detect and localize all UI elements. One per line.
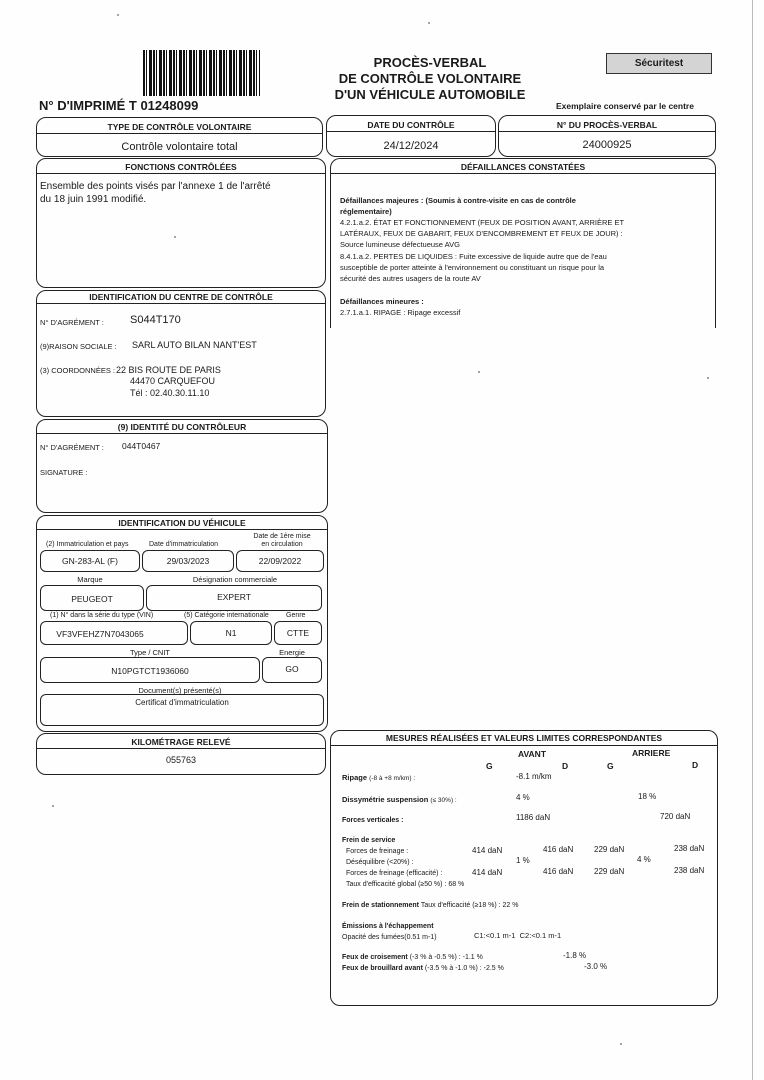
defaillances-label: DÉFAILLANCES CONSTATÉES	[460, 162, 586, 172]
forces-verticales-arriere: 720 daN	[660, 812, 691, 821]
ff-arriere-g: 229 daN	[594, 845, 625, 854]
emissions-heading: Émissions à l'échappement	[342, 923, 434, 930]
majeures-heading-2: réglementaire)	[340, 207, 392, 216]
deseq-label: Déséquilibre (<20%) :	[346, 859, 414, 866]
frein-service-heading: Frein de service	[342, 837, 396, 844]
genre-label: Genre	[286, 612, 306, 619]
ffe-label: Forces de freinage (efficacité) :	[346, 870, 443, 877]
designation-value: EXPERT	[217, 592, 251, 602]
immat-value: GN-283-AL (F)	[62, 556, 118, 566]
controleur-label: (9) IDENTITÉ DU CONTRÔLEUR	[117, 422, 247, 432]
defaillance-line: 8.4.1.a.2. PERTES DE LIQUIDES : Fuite excessive de liquide autre que de l'eau	[340, 252, 607, 261]
stationnement-value: Taux d'efficacité (≥18 %) : 22 %	[420, 902, 519, 909]
controleur-agrement-value: 044T0467	[122, 441, 161, 451]
dissym-name: Dissymétrie suspension	[342, 795, 429, 804]
brouillard-d: -3.0 %	[584, 962, 608, 971]
mesures-label: MESURES RÉALISÉES ET VALEURS LIMITES CORRESPONDANTES	[385, 733, 663, 743]
opacite-value: C1:<0.1 m-1 C2:<0.1 m-1	[474, 931, 562, 940]
fonctions-text-2: du 18 juin 1991 modifié.	[40, 194, 147, 205]
telephone: Tél : 02.40.30.11.10	[130, 388, 210, 398]
centre-label: IDENTIFICATION DU CENTRE DE CONTRÔLE	[89, 292, 273, 302]
type-cnit-value: N10PGTCT1936060	[111, 666, 189, 676]
vin-value: VF3VFEHZ7N7043065	[56, 629, 144, 639]
centre-agrement-value: S044T170	[130, 314, 181, 326]
ripage-name: Ripage	[342, 773, 368, 782]
pv-value: 24000925	[582, 139, 632, 151]
arriere-g: G	[607, 761, 614, 771]
ff-arriere-d: 238 daN	[674, 844, 705, 853]
title-line-1: PROCÈS-VERBAL	[373, 55, 487, 70]
ripage-limit: (-8 à +8 m/km) :	[369, 775, 416, 782]
scan-speck	[428, 22, 430, 24]
deseq-avant: 1 %	[516, 856, 530, 865]
arriere-heading: ARRIERE	[632, 748, 671, 758]
majeures-heading-1: Défaillances majeures : (Soumis à contre-visite en cas de contrôle	[340, 196, 576, 205]
ffe-arriere-d: 238 daN	[674, 866, 705, 875]
dissym-arriere: 18 %	[638, 792, 657, 801]
imprime-number: N° D'IMPRIMÉ T 01248099	[39, 98, 199, 113]
marque-value: PEUGEOT	[71, 594, 113, 604]
ffe-avant-g: 414 daN	[472, 868, 503, 877]
signature-label: SIGNATURE :	[40, 468, 88, 477]
page-edge-line	[752, 0, 753, 1080]
mineures-heading: Défaillances mineures :	[340, 297, 424, 306]
avant-heading: AVANT	[518, 749, 547, 759]
scan-speck	[117, 14, 119, 16]
raison-sociale-label: (9)RAISON SOCIALE :	[40, 342, 117, 351]
croisement-label: Feux de croisement	[342, 954, 408, 961]
title-line-2: DE CONTRÔLE VOLONTAIRE	[338, 71, 522, 86]
copy-note: Exemplaire conservé par le centre	[556, 101, 694, 111]
defaillance-line: LATÉRAUX, FEUX DE GABARIT, FEUX D'ENCOMBREMENT ET FEUX DE JOUR) :	[340, 229, 623, 238]
centre-agrement-label: N° D'AGRÉMENT :	[40, 318, 104, 327]
dissym-limit: (≤ 30%) :	[430, 797, 457, 804]
scan-speck	[707, 377, 709, 379]
type-cnit-label: Type / CNIT	[129, 648, 170, 657]
ff-avant-g: 414 daN	[472, 846, 503, 855]
forces-verticales-label: Forces verticales :	[342, 817, 404, 824]
scan-speck	[478, 371, 480, 373]
vin-label: (1) N° dans la série du type (VIN)	[50, 612, 154, 619]
ff-label: Forces de freinage :	[346, 848, 409, 855]
deseq-arriere: 4 %	[637, 855, 651, 864]
stationnement-label: Frein de stationnement	[342, 902, 420, 909]
defaillance-line: Source lumineuse défectueuse AVG	[340, 240, 460, 249]
title-line-3: D'UN VÉHICULE AUTOMOBILE	[334, 87, 526, 102]
fonctions-box	[36, 158, 326, 288]
designation-label: Désignation commerciale	[192, 575, 278, 584]
address-line-2: 44470 CARQUEFOU	[130, 376, 216, 386]
raison-sociale-value: SARL AUTO BILAN NANT'EST	[132, 340, 257, 350]
forces-verticales-avant: 1186 daN	[516, 813, 551, 822]
vehicule-label: IDENTIFICATION DU VÉHICULE	[118, 518, 246, 528]
genre-value: CTTE	[286, 628, 310, 638]
controleur-agrement-label: N° D'AGRÉMENT :	[40, 443, 104, 452]
kilometrage-value: 055763	[165, 755, 197, 765]
arriere-d: D	[692, 760, 699, 770]
pv-label: N° DU PROCÈS-VERBAL	[556, 120, 658, 130]
date-immat-label: Date d'immatriculation	[149, 541, 219, 548]
stationnement-row	[342, 901, 519, 911]
docs-label: Document(s) présenté(s)	[138, 686, 222, 695]
date-mec-value: 22/09/2022	[258, 556, 302, 566]
ripage-value: -8.1 m/km	[516, 772, 552, 781]
croisement-row	[342, 953, 483, 963]
barcode	[143, 50, 260, 96]
brouillard-limit: (-3.5 % à -1.0 %) : -2.5 %	[424, 965, 504, 972]
croisement-d: -1.8 %	[563, 951, 587, 960]
fonctions-text-1: Ensemble des points visés par l'annexe 1 de l'arrêté	[40, 181, 271, 192]
network-badge	[606, 53, 712, 74]
marque-label: Marque	[77, 575, 103, 584]
opacite-label: Opacité des fumées(0.51 m-1)	[342, 934, 437, 941]
categorie-label: (5) Catégorie internationale	[184, 612, 269, 619]
fonctions-label: FONCTIONS CONTRÔLÉES	[125, 162, 237, 172]
address-line-1: 22 BIS ROUTE DE PARIS	[116, 365, 221, 375]
immat-label: (2) Immatriculation et pays	[46, 541, 129, 548]
dissym-label	[342, 795, 457, 806]
croisement-limit: (-3 % à -0.5 %) : -1.1 %	[409, 954, 483, 961]
date-mec-label-1: Date de 1ère mise	[253, 533, 311, 540]
scan-speck	[620, 1043, 622, 1045]
categorie-value: N1	[225, 628, 237, 638]
date-controle-value: 24/12/2024	[383, 140, 439, 152]
ripage-label	[342, 773, 415, 784]
scan-speck	[174, 236, 176, 238]
date-immat-value: 29/03/2023	[166, 556, 210, 566]
taux-global: Taux d'efficacité global (≥50 %) : 68 %	[346, 881, 465, 888]
type-controle-label: TYPE DE CONTRÔLE VOLONTAIRE	[107, 122, 252, 132]
energie-value: GO	[285, 664, 299, 674]
scan-speck	[52, 805, 54, 807]
brouillard-row	[342, 964, 504, 974]
dissym-avant: 4 %	[516, 793, 530, 802]
ff-avant-d: 416 daN	[543, 845, 574, 854]
kilometrage-label: KILOMÉTRAGE RELEVÉ	[131, 737, 231, 747]
avant-d: D	[562, 761, 569, 771]
mineures-item: 2.7.1.a.1. RIPAGE : Ripage excessif	[340, 308, 461, 317]
energie-label: Energie	[279, 648, 305, 657]
defaillance-line: sécurité des autres usagers de la route AV	[340, 274, 481, 283]
type-controle-value: Contrôle volontaire total	[121, 141, 238, 153]
network-name: Sécuritest	[634, 58, 684, 69]
avant-g: G	[486, 761, 493, 771]
docs-value: Certificat d'immatriculation	[135, 698, 229, 707]
ffe-arriere-g: 229 daN	[594, 867, 625, 876]
date-controle-label: DATE DU CONTRÔLE	[367, 120, 455, 130]
ffe-avant-d: 416 daN	[543, 867, 574, 876]
coordonnees-label: (3) COORDONNÉES :	[40, 366, 116, 375]
defaillance-line: 4.2.1.a.2. ÉTAT ET FONCTIONNEMENT (FEUX DE POSITION AVANT, ARRIÈRE ET	[340, 218, 625, 227]
brouillard-label: Feux de brouillard avant	[342, 965, 423, 972]
date-mec-label-2: en circulation	[261, 541, 303, 548]
defaillance-line: susceptible de porter atteinte à l'environnement ou constituant un risque pour la	[340, 263, 605, 272]
